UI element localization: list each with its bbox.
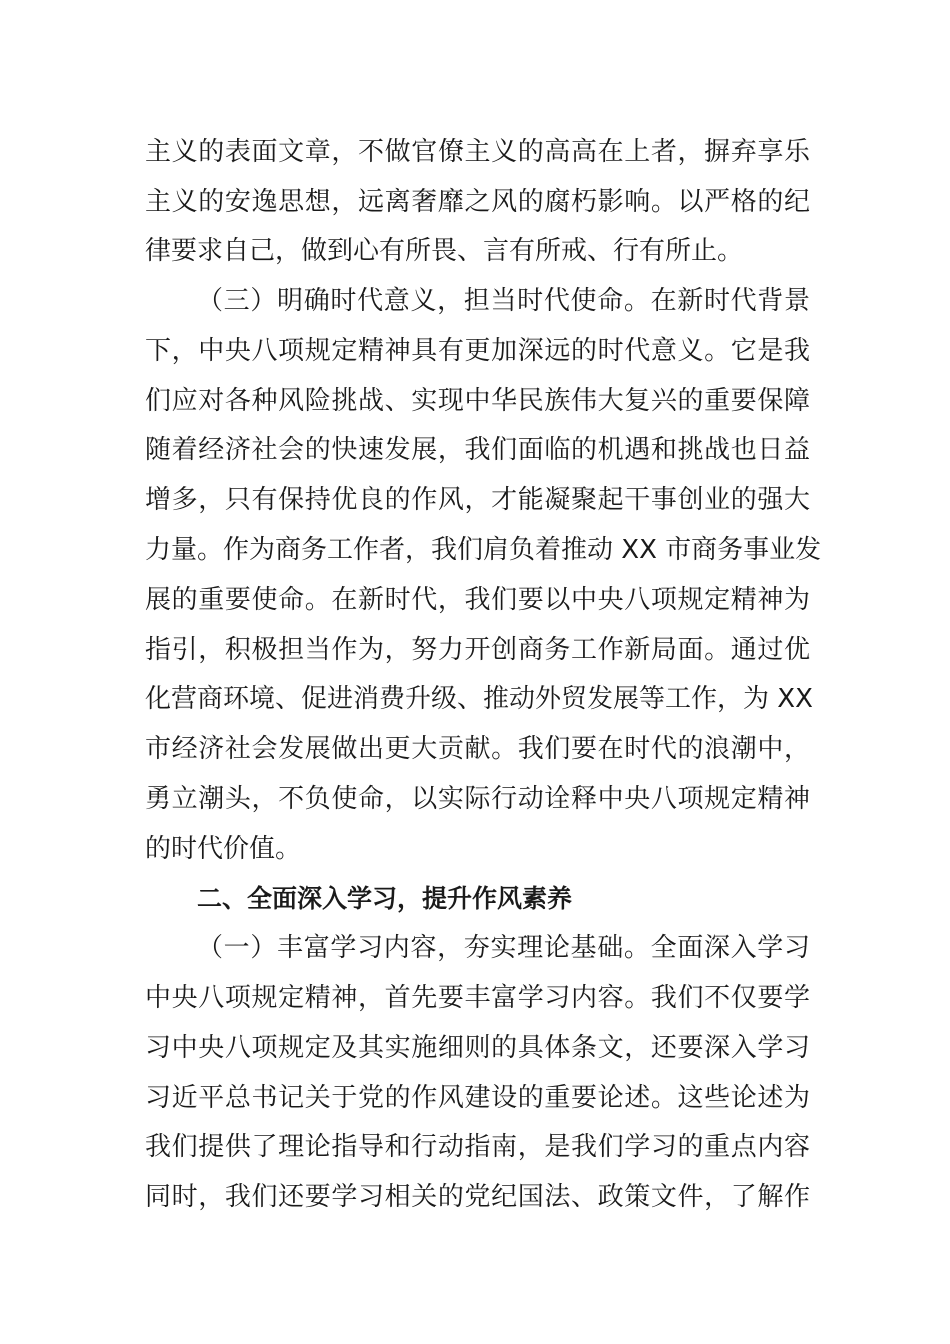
text-line: 们应对各种风险挑战、实现中华民族伟大复兴的重要保障 (145, 386, 810, 416)
text-line: 律要求自己，做到心有所畏、言有所戒、行有所止。 (145, 236, 744, 266)
paragraph-start-line: （三）明确时代意义，担当时代使命。在新时代背景 (197, 286, 810, 316)
text-line: 指引，积极担当作为，努力开创商务工作新局面。通过优 (145, 635, 810, 665)
text-line: 习近平总书记关于党的作风建设的重要论述。这些论述为 (145, 1083, 810, 1113)
text-line: 展的重要使命。在新时代，我们要以中央八项规定精神为 (145, 585, 810, 615)
text-line: 中央八项规定精神，首先要丰富学习内容。我们不仅要学 (145, 983, 810, 1013)
section-heading: 二、全面深入学习，提升作风素养 (197, 884, 573, 913)
text-line: 力量。作为商务工作者，我们肩负着推动 XX 市商务事业发 (145, 535, 822, 565)
text-line: 我们提供了理论指导和行动指南，是我们学习的重点内容 (145, 1132, 810, 1162)
text-line: 勇立潮头，不负使命，以实际行动诠释中央八项规定精神 (145, 784, 810, 814)
text-line: 习中央八项规定及其实施细则的具体条文，还要深入学习 (145, 1033, 810, 1063)
text-line: 化营商环境、促进消费升级、推动外贸发展等工作，为 XX (145, 684, 813, 714)
text-line: 增多，只有保持优良的作风，才能凝聚起干事创业的强大 (145, 485, 810, 515)
text-line: 下，中央八项规定精神具有更加深远的时代意义。它是我 (145, 336, 810, 366)
text-line: 同时，我们还要学习相关的党纪国法、政策文件，了解作 (145, 1182, 810, 1212)
paragraph-start-line: （一）丰富学习内容，夯实理论基础。全面深入学习 (197, 933, 810, 963)
text-line: 的时代价值。 (145, 834, 302, 864)
text-line: 随着经济社会的快速发展，我们面临的机遇和挑战也日益 (145, 435, 810, 465)
text-line: 主义的安逸思想，远离奢靡之风的腐朽影响。以严格的纪 (145, 187, 810, 217)
text-line: 主义的表面文章，不做官僚主义的高高在上者，摒弃享乐 (145, 137, 810, 167)
text-line: 市经济社会发展做出更大贡献。我们要在时代的浪潮中， (145, 734, 810, 764)
